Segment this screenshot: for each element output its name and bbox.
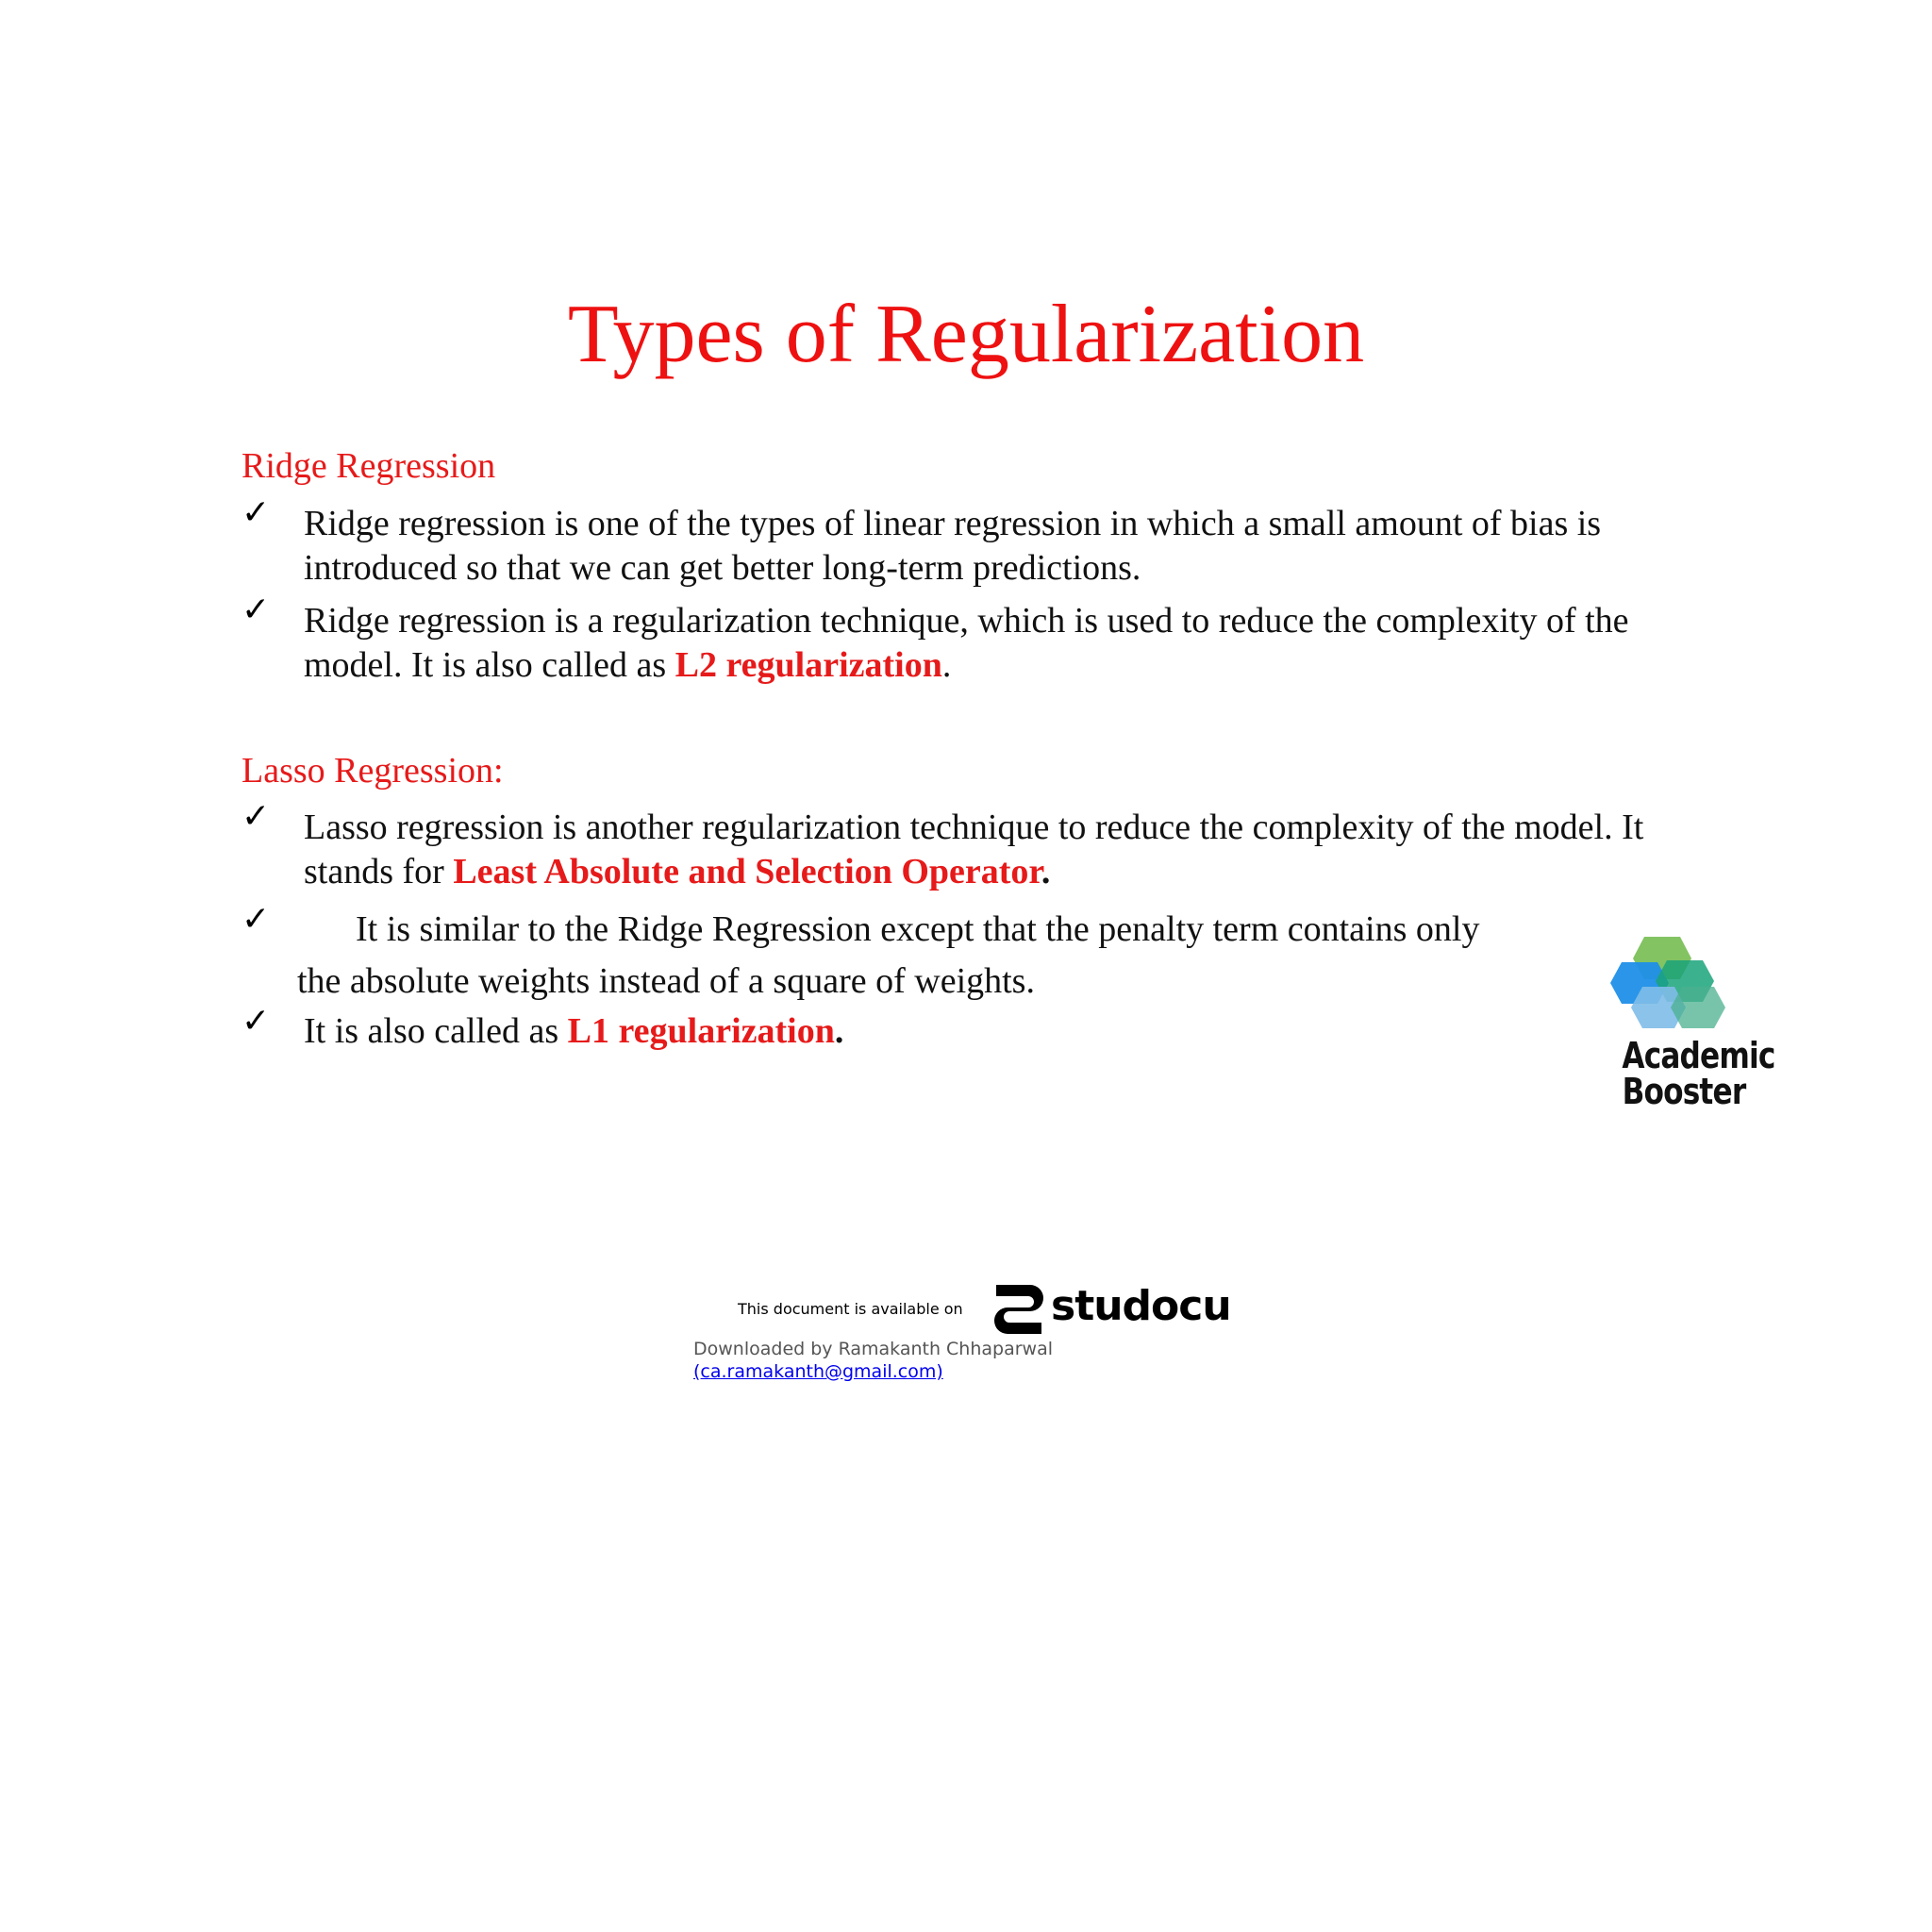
ridge-heading: Ridge Regression (242, 446, 496, 486)
checkmark-icon: ✓ (242, 493, 271, 532)
lasso-bullet-3-suffix: . (834, 1011, 844, 1051)
lasso-bullet-2-line-1: It is similar to the Ridge Regression except that the penalty term contains only (356, 909, 1480, 949)
checkmark-icon: ✓ (242, 591, 271, 629)
footer-email-link[interactable]: (ca.ramakanth@gmail.com) (693, 1361, 943, 1382)
logo-text-line-1: Academic (1622, 1035, 1775, 1076)
studocu-logo-icon[interactable] (989, 1279, 1049, 1340)
footer-downloaded-by: Downloaded by Ramakanth Chhaparwal (693, 1339, 1054, 1359)
academic-booster-logo (1608, 932, 1775, 1121)
ridge-bullet-1-line-1: Ridge regression is one of the types of linear regression in which a small amount of bias is (304, 504, 1602, 543)
lasso-bullet-1-prefix: stands for (304, 852, 454, 891)
ridge-bullet-2-suffix: . (941, 645, 952, 685)
lasso-bullet-1-suffix: . (1041, 852, 1051, 891)
studocu-brand[interactable]: studocu (1051, 1282, 1231, 1330)
checkmark-icon: ✓ (242, 900, 271, 939)
academic-booster-logo-icon (1608, 932, 1759, 1036)
ridge-bullet-2-prefix: model. It is also called as (304, 645, 675, 685)
lasso-bullet-1-line-1: Lasso regression is another regularization technique to reduce the complexity of the model. It (304, 808, 1644, 847)
lasso-bullet-3-line-1 (304, 1009, 843, 1054)
page-title: Types of Regularization (567, 289, 1365, 380)
lasso-heading: Lasso Regression: (242, 751, 504, 791)
lasso-bullet-2-line-2: the absolute weights instead of a square of weights. (297, 961, 1035, 1001)
lasso-bullet-1-line-2 (304, 850, 1050, 894)
checkmark-icon: ✓ (242, 797, 271, 836)
ridge-bullet-1-line-2: introduced so that we can get better long-term predictions. (304, 548, 1141, 588)
l1-regularization-term: L1 regularization (567, 1011, 835, 1051)
l2-regularization-term: L2 regularization (675, 645, 942, 685)
ridge-bullet-2-line-2 (304, 643, 951, 688)
lasso-bullet-3-prefix: It is also called as (304, 1011, 568, 1051)
ridge-bullet-2-line-1: Ridge regression is a regularization technique, which is used to reduce the complexity of the (304, 601, 1629, 641)
footer-available-text: This document is available on (738, 1300, 963, 1318)
lasso-acronym-term: Least Absolute and Selection Operator (453, 852, 1041, 891)
checkmark-icon: ✓ (242, 1002, 271, 1041)
logo-text-line-2: Booster (1622, 1071, 1746, 1112)
